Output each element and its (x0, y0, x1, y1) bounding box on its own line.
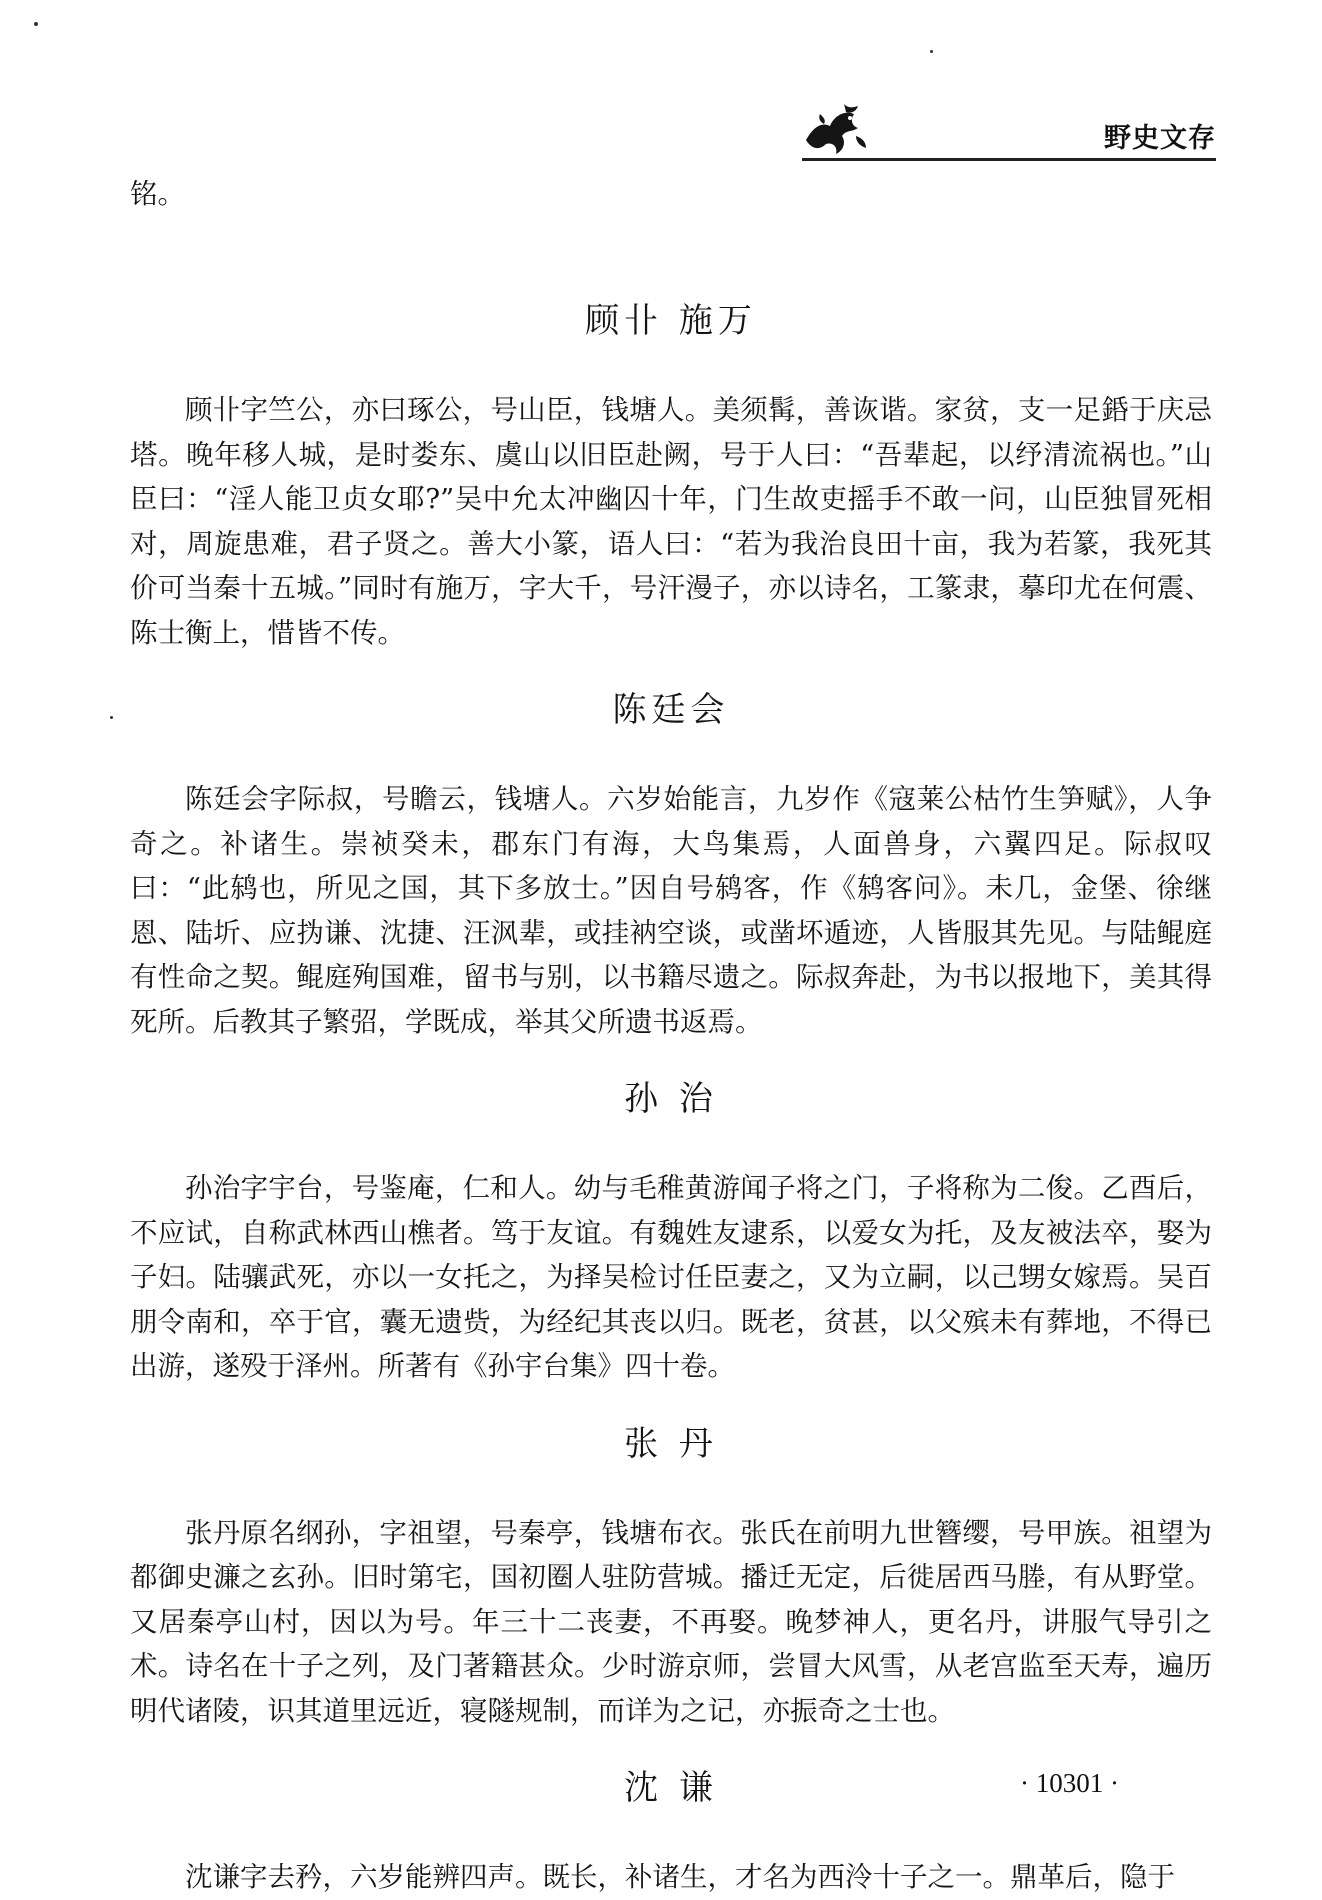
entry-body: 沈谦字去矜，六岁能辨四声。既长，补诸生，才名为西泠十子之一。鼎革后，隐于 (185, 1861, 1175, 1893)
dragon-logo-icon (800, 96, 870, 160)
continued-text: 铭。 (130, 178, 185, 210)
entry-body: 顾卝字竺公，亦曰琢公，号山臣，钱塘人。美须髯，善诙谐。家贫，支一足銽于庆忌塔。晚年移人城，是时娄东、虞山以旧臣赴阙，号于人曰：“吾辈起，以纾清流祸也。”山臣曰：“淫人能卫贞女耶?”吴中允太冲幽囚十年，门生故吏摇手不敢一问，山臣独冒死相对，周旋患难，君子贤之。善大小篆，语人曰：“若为我治良田十亩，我为若篆，我死其价可当秦十五城。”同时有施万，字大千，号汗漫子，亦以诗名，工篆隶，摹印尤在何震、陈士衡上，惜皆不传。 (130, 394, 1212, 649)
page-content (130, 172, 1212, 1900)
entry-gu-pu-shi-wan (130, 296, 1212, 655)
scan-speck (110, 716, 113, 719)
entry-heading: 陈廷会 (612, 690, 730, 730)
scan-speck (34, 22, 38, 26)
page-number: · 10301 · (1020, 1768, 1119, 1798)
entry-zhang-dan (130, 1419, 1212, 1734)
entry-heading: 顾卝 施万 (585, 301, 757, 341)
header-rule (802, 158, 1216, 161)
running-header (800, 96, 1216, 166)
scan-speck (930, 50, 933, 53)
entry-body: 张丹原名纲孙，字祖望，号秦亭，钱塘布衣。张氏在前明九世簪缨，号甲族。祖望为都御史濂之玄孙。旧时第宅，国初圈人驻防营城。播迁无定，后徙居西马塍，有从野堂。又居秦亭山村，因以为号。年三十二丧妻，不再娶。晚梦神人，更名丹，讲服气导引之术。诗名在十子之列，及门著籍甚众。少时游京师，尝冒大风雪，从老宫监至天寿，遍历明代诸陵，识其道里远近，寝隧规制，而详为之记，亦振奇之士也。 (130, 1516, 1212, 1727)
entry-body: 孙治字宇台，号鉴庵，仁和人。幼与毛稚黄游闻子将之门，子将称为二俊。乙酉后，不应试，自称武林西山樵者。笃于友谊。有魏姓友逮系，以爱女为托，及友被法卒，娶为子妇。陆骧武死，亦以一女托之，为择吴检讨任臣妻之，又为立嗣，以己甥女嫁焉。吴百朋令南和，卒于官，囊无遗赀，为经纪其丧以归。既老，贫甚，以父殡未有葬地，不得已出游，遂殁于泽州。所著有《孙宇台集》四十卷。 (130, 1172, 1212, 1382)
entry-sun-zhi (130, 1074, 1212, 1389)
entry-heading: 沈 谦 (624, 1768, 718, 1808)
entry-heading: 孙 治 (624, 1079, 718, 1119)
entry-heading: 张 丹 (624, 1423, 718, 1464)
entry-body: 陈廷会字际叔，号瞻云，钱塘人。六岁始能言，九岁作《寇莱公枯竹生笋赋》，人争奇之。补诸生。崇祯癸未，郡东门有海，大鸟集焉，人面兽身，六翼四足。际叔叹曰：“此鸫也，所见之国，其下多放士。”因自号鸫客，作《鸫客问》。未几，金堡、徐继恩、陆圻、应㧑谦、沈捷、汪沨辈，或挂衲空谈，或凿坏遁迹，人皆服其先见。与陆鲲庭有性命之契。鲲庭殉国难，留书与别，以书籍尽遗之。际叔奔赴，为书以报地下，美其得死所。后教其子繁弨，学既成，举其父所遗书返焉。 (130, 783, 1212, 1038)
header-title: 野史文存 (1104, 123, 1216, 154)
entry-chen-tinghui (130, 685, 1212, 1044)
